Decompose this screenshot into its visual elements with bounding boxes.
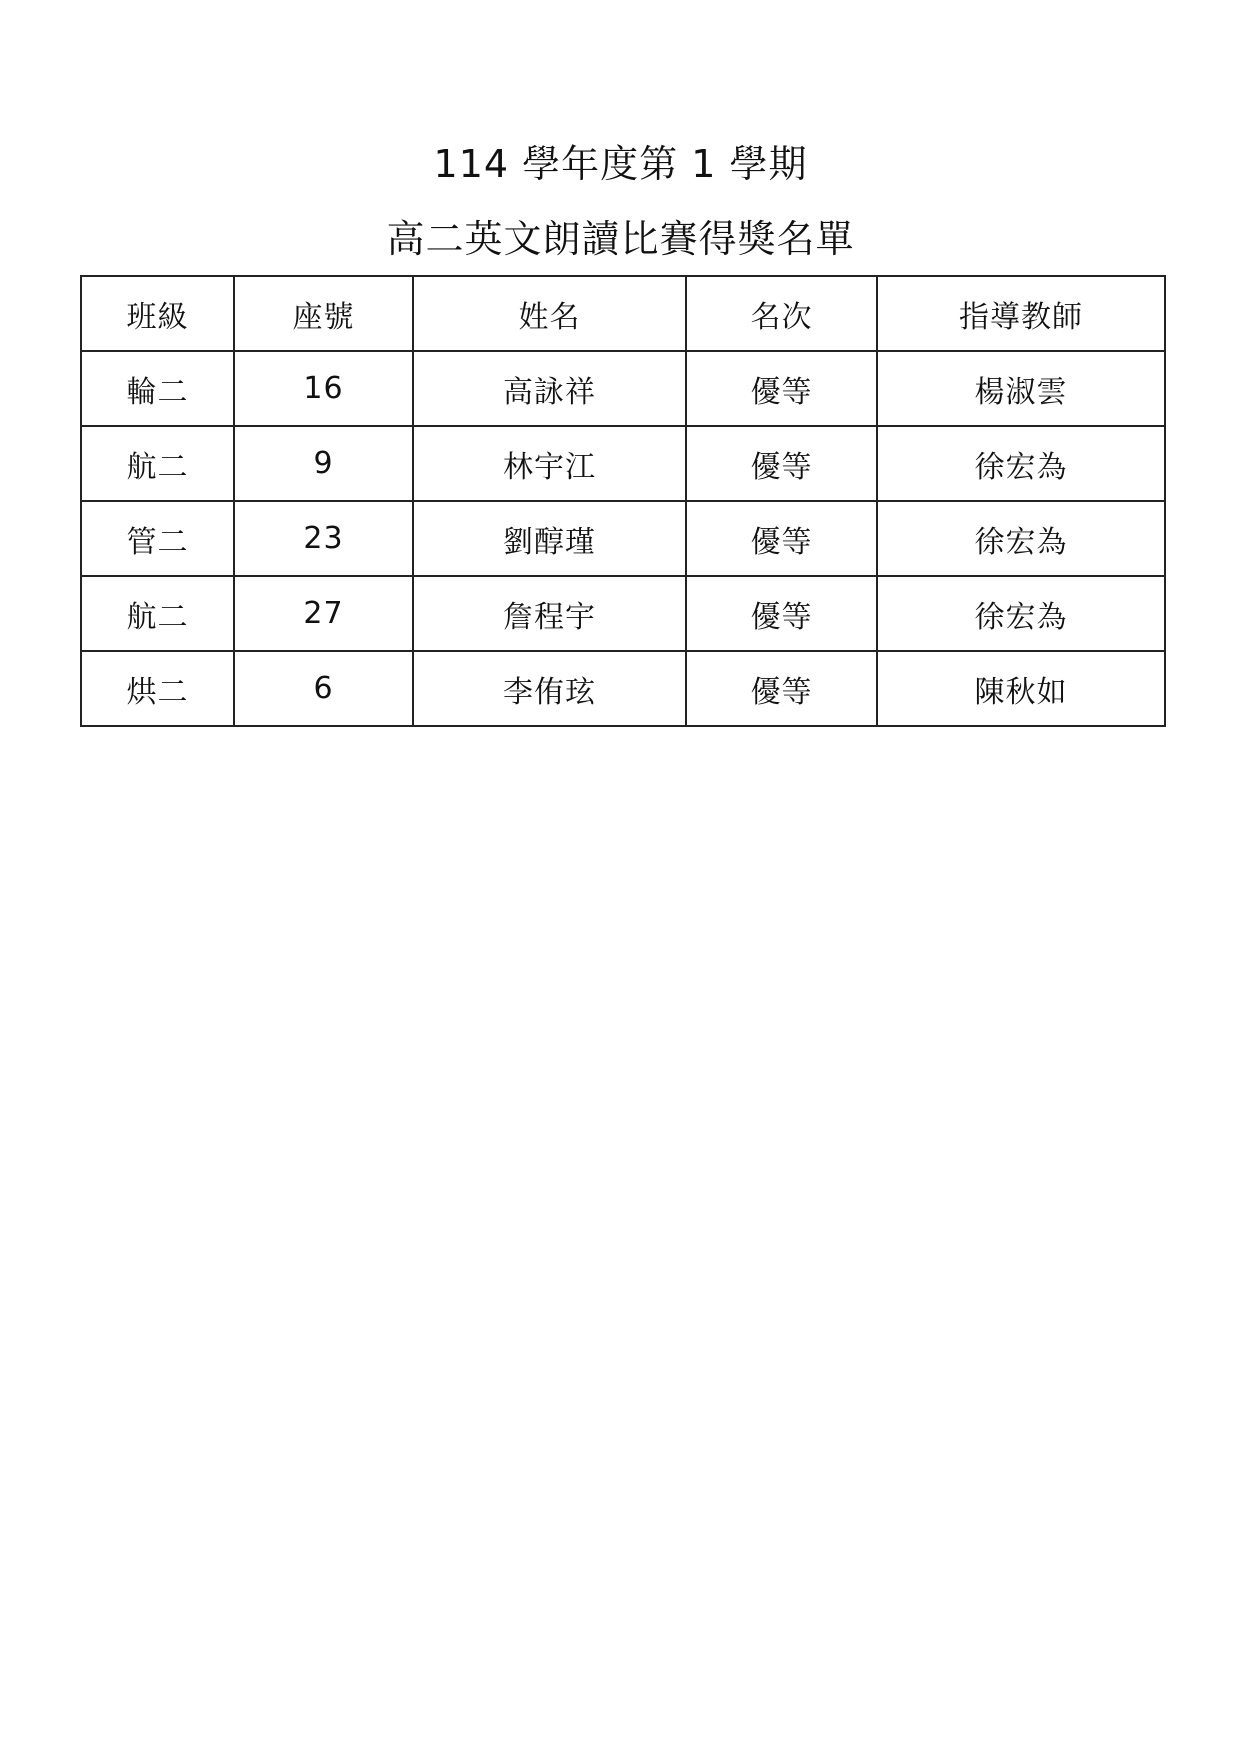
table-row xyxy=(81,576,1165,651)
cell-teacher: 徐宏為 xyxy=(877,501,1165,576)
cell-seat: 27 xyxy=(234,576,413,651)
table-row xyxy=(81,651,1165,726)
cell-class: 航二 xyxy=(81,576,234,651)
cell-class: 輪二 xyxy=(81,351,234,426)
header-name: 姓名 xyxy=(413,276,686,351)
cell-name: 劉醇瑾 xyxy=(413,501,686,576)
cell-class: 管二 xyxy=(81,501,234,576)
cell-class: 烘二 xyxy=(81,651,234,726)
cell-name: 李侑玹 xyxy=(413,651,686,726)
table-row xyxy=(81,351,1165,426)
cell-rank: 優等 xyxy=(686,576,877,651)
cell-seat: 6 xyxy=(234,651,413,726)
cell-teacher: 徐宏為 xyxy=(877,426,1165,501)
cell-name: 詹程宇 xyxy=(413,576,686,651)
header-rank: 名次 xyxy=(686,276,877,351)
table-row xyxy=(81,426,1165,501)
header-class: 班級 xyxy=(81,276,234,351)
table-header-row xyxy=(81,276,1165,351)
table-row xyxy=(81,501,1165,576)
cell-name: 林宇江 xyxy=(413,426,686,501)
cell-seat: 16 xyxy=(234,351,413,426)
cell-class: 航二 xyxy=(81,426,234,501)
award-list-table xyxy=(80,275,1166,727)
cell-teacher: 徐宏為 xyxy=(877,576,1165,651)
header-teacher: 指導教師 xyxy=(877,276,1165,351)
cell-teacher: 楊淑雲 xyxy=(877,351,1165,426)
cell-rank: 優等 xyxy=(686,501,877,576)
cell-teacher: 陳秋如 xyxy=(877,651,1165,726)
document-title-contest: 高二英文朗讀比賽得獎名單 xyxy=(386,217,855,261)
document-title-term: 114 學年度第 1 學期 xyxy=(433,142,808,186)
cell-rank: 優等 xyxy=(686,426,877,501)
cell-rank: 優等 xyxy=(686,351,877,426)
header-seat: 座號 xyxy=(234,276,413,351)
cell-rank: 優等 xyxy=(686,651,877,726)
cell-name: 高詠祥 xyxy=(413,351,686,426)
cell-seat: 23 xyxy=(234,501,413,576)
cell-seat: 9 xyxy=(234,426,413,501)
